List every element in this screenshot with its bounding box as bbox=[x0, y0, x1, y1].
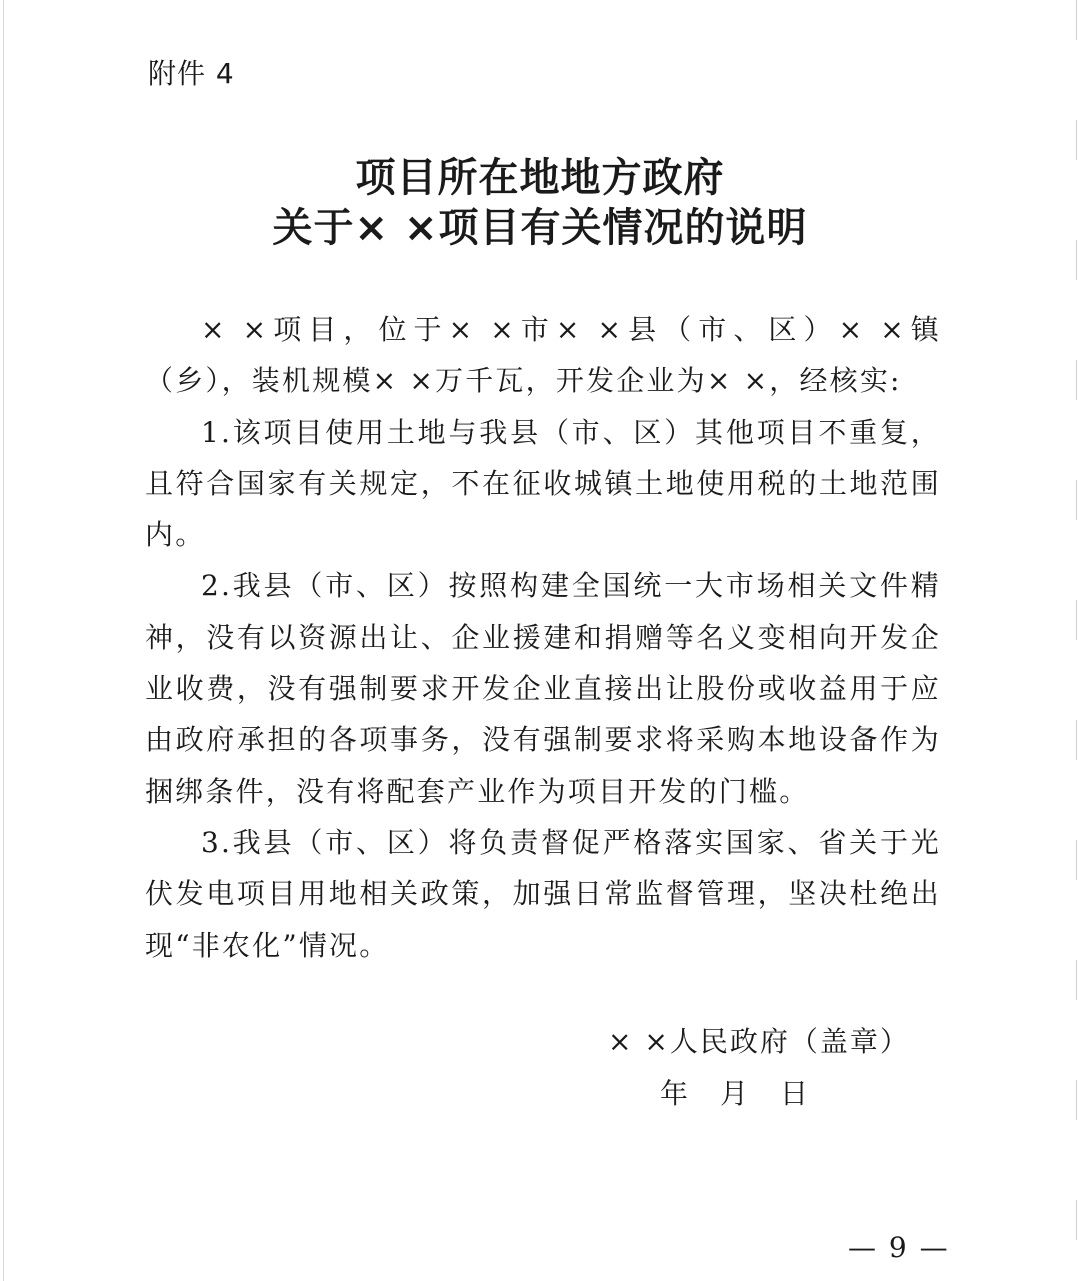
page-number: — 9 — bbox=[848, 1231, 950, 1264]
document-title-line-2: 关于× ×项目有关情况的说明 bbox=[272, 205, 808, 251]
signature-organization: × ×人民政府（盖章） bbox=[608, 1025, 910, 1058]
paragraph-item-1: 1.该项目使用土地与我县（市、区）其他项目不重复，且符合国家有关规定，不在征收城镇土地使用税的土地范围内。 bbox=[145, 415, 941, 552]
paragraph-intro: × ×项目，位于× ×市× ×县（市、区）× ×镇（乡），装机规模× ×万千瓦，开发企业为× ×，经核实: bbox=[145, 313, 941, 398]
document-body bbox=[145, 304, 941, 971]
signature-date: 年 月 日 bbox=[660, 1077, 811, 1110]
paragraph-item-2: 2.我县（市、区）按照构建全国统一大市场相关文件精神，没有以资源出让、企业援建和捐赠等名义变相向开发企业收费，没有强制要求开发企业直接出让股份或收益用于应由政府承担的各项事务，没有强制要求将采购本地设备作为捆绑条件，没有将配套产业作为项目开发的门槛。 bbox=[145, 569, 941, 808]
attachment-label: 附件 4 bbox=[148, 57, 235, 90]
document-title-line-1: 项目所在地地方政府 bbox=[355, 155, 725, 201]
paragraph-item-3: 3.我县（市、区）将负责督促严格落实国家、省关于光伏发电项目用地相关政策，加强日常监督管理，坚决杜绝出现“非农化”情况。 bbox=[145, 825, 941, 962]
